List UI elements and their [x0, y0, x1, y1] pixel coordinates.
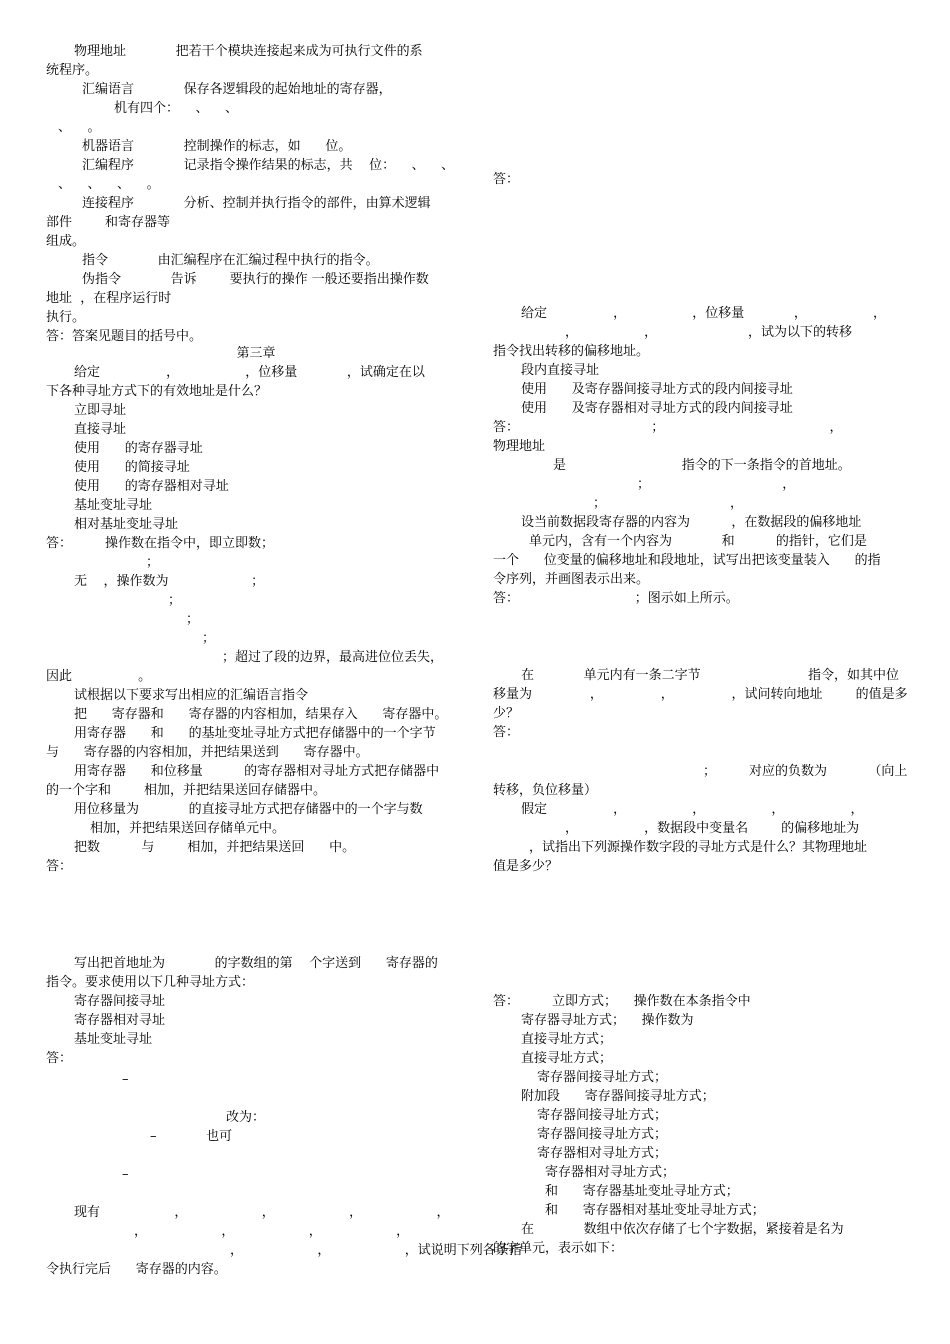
right-text-line: 指令找出转移的偏移地址。	[493, 344, 650, 359]
left-text-line: 部件 和寄存器等	[46, 215, 171, 230]
right-text-line: ； ，	[637, 477, 796, 492]
right-text-line: 寄存器相对寻址方式；	[545, 1165, 676, 1180]
right-text-line: 段内直接寻址	[521, 363, 600, 378]
left-text-line: 指令 由汇编程序在汇编过程中执行的指令。	[82, 253, 379, 268]
left-text-line: ， ， ， ，	[134, 1224, 410, 1239]
left-column	[46, 0, 522, 1344]
right-text-line: 在 单元内有一条二字节 指令，如其中位	[521, 668, 900, 683]
right-text-line: 转移，负位移量）	[493, 783, 598, 798]
left-text-line: 统程序。	[46, 63, 99, 78]
left-text-line: 寄存器相对寻址	[74, 1013, 166, 1028]
right-text-line: 答：	[493, 725, 520, 740]
left-text-line: 答：答案见题目的括号中。	[46, 329, 203, 344]
left-text-line: –	[122, 1072, 129, 1087]
right-text-line: 答： 立即方式； 操作数在本条指令中	[493, 994, 751, 1009]
left-text-line: 把数 与 相加，并把结果送回 中。	[74, 840, 356, 855]
left-text-line: 指令。要求使用以下几种寻址方式：	[46, 975, 255, 990]
right-text-line: 直接寻址方式；	[521, 1051, 613, 1066]
right-text-line: 答：	[493, 172, 520, 187]
left-text-line: 使用 的简接寻址	[74, 460, 190, 475]
left-text-line: 汇编程序 记录指令操作结果的标志，共 位： 、 、	[82, 158, 455, 173]
left-text-line: 汇编语言 保存各逻辑段的起始地址的寄存器，	[82, 82, 392, 97]
left-text-line: 使用 的寄存器寻址	[74, 441, 203, 456]
right-text-line: 假定 ， ， ， ，	[521, 802, 864, 817]
left-text-line: 无 ，操作数为 ；	[74, 574, 265, 589]
right-text-line: ； ，	[593, 496, 743, 511]
right-text-line: 和 寄存器相对基址变址寻址方式；	[545, 1203, 765, 1218]
right-text-line: 少？	[493, 706, 520, 721]
right-text-line: 值是多少？	[493, 859, 559, 874]
left-text-line: 因此 。	[46, 669, 152, 684]
left-text-line: ；超过了段的边界，最高进位位丢失，	[222, 650, 444, 665]
left-text-line: 、 。	[58, 120, 101, 135]
right-text-line: 的字单元，表示如下：	[493, 1241, 624, 1256]
left-text-line: 寄存器间接寻址	[74, 994, 166, 1009]
left-text-line: ， ， ，试说明下列各条指	[230, 1243, 522, 1258]
right-text-line: 一个 位变量的偏移地址和段地址，试写出把该变量装入 的指	[493, 553, 881, 568]
left-text-line: 用寄存器 和 的基址变址寻址方式把存储器中的一个字节	[74, 726, 436, 741]
left-text-line: 相加，并把结果送回存储单元中。	[90, 821, 286, 836]
left-text-line: 把 寄存器和 寄存器的内容相加，结果存入 寄存器中。	[74, 707, 448, 722]
left-text-line: – 也可	[150, 1129, 233, 1144]
left-text-line: 机有四个： 、 、	[114, 101, 239, 116]
left-text-line: 基址变址寻址	[74, 498, 153, 513]
left-text-line: 执行。	[46, 310, 86, 325]
left-text-line: –	[122, 1167, 129, 1182]
left-text-line: 物理地址 把若干个模块连接起来成为可执行文件的系	[74, 44, 423, 59]
left-text-line: 立即寻址	[74, 403, 127, 418]
left-text-line: 直接寻址	[74, 422, 127, 437]
left-text-line: 组成。	[46, 234, 86, 249]
right-text-line: 寄存器间接寻址方式；	[537, 1070, 668, 1085]
left-text-line: 第三章	[236, 346, 276, 361]
left-text-line: 答：	[46, 859, 73, 874]
left-text-line: ；	[146, 555, 160, 570]
left-text-line: 试根据以下要求写出相应的汇编语言指令	[74, 688, 309, 703]
left-text-line: 使用 的寄存器相对寻址	[74, 479, 229, 494]
right-text-line: ， ， ，试为以下的转移	[565, 325, 853, 340]
left-text-line: 给定 ， ，位移量 ，试确定在以	[74, 365, 425, 380]
right-text-line: 物理地址	[493, 439, 546, 454]
left-text-line: 答：	[46, 1051, 73, 1066]
right-text-line: 使用 及寄存器间接寻址方式的段内间接寻址	[521, 382, 793, 397]
left-text-line: 基址变址寻址	[74, 1032, 153, 1047]
left-text-line: 、 、 、 。	[58, 177, 160, 192]
right-text-line: ， ，数据段中变量名 的偏移地址为	[565, 821, 860, 836]
left-text-line: ；	[202, 631, 216, 646]
right-text-line: 寄存器间接寻址方式；	[537, 1108, 668, 1123]
right-text-line: 答： ；图示如上所示。	[493, 591, 739, 606]
left-text-line: 相对基址变址寻址	[74, 517, 179, 532]
right-text-line: 寄存器间接寻址方式；	[537, 1127, 668, 1142]
right-text-line: 单元内，含有一个内容为 和 的指针，它们是	[529, 534, 867, 549]
left-text-line: 写出把首地址为 的字数组的第 个字送到 寄存器的	[74, 956, 438, 971]
left-text-line: 答： 操作数在指令中，即立即数；	[46, 536, 275, 551]
left-text-line: ；	[186, 612, 200, 627]
right-text-line: 直接寻址方式；	[521, 1032, 613, 1047]
left-text-line: 令执行完后 寄存器的内容。	[46, 1262, 227, 1277]
right-text-line: 令序列，并画图表示出来。	[493, 572, 650, 587]
left-text-line: 地址 ，在程序运行时	[46, 291, 172, 306]
right-text-line: 和 寄存器基址变址寻址方式；	[545, 1184, 739, 1199]
left-text-line: 连接程序 分析、控制并执行指令的部件，由算术逻辑	[82, 196, 431, 211]
right-column	[493, 0, 913, 1344]
right-text-line: 答： ； ，	[493, 420, 843, 435]
left-text-line: 与 寄存器的内容相加，并把结果送到 寄存器中。	[46, 745, 369, 760]
left-text-line: 用寄存器 和位移量 的寄存器相对寻址方式把存储器中	[74, 764, 440, 779]
right-text-line: 移量为 ， ， ，试问转向地址 的值是多	[493, 687, 908, 702]
left-text-line: 的一个字和 相加，并把结果送回存储器中。	[46, 783, 327, 798]
left-text-line: 用位移量为 的直接寻址方式把存储器中的一个字与数	[74, 802, 423, 817]
right-text-line: 寄存器寻址方式； 操作数为	[521, 1013, 694, 1028]
right-text-line: 使用 及寄存器相对寻址方式的段内间接寻址	[521, 401, 793, 416]
right-text-line: 是 指令的下一条指令的首地址。	[553, 458, 851, 473]
right-text-line: 寄存器相对寻址方式；	[537, 1146, 668, 1161]
left-text-line: 下各种寻址方式下的有效地址是什么？	[46, 384, 268, 399]
left-text-line: ；	[168, 593, 182, 608]
left-text-line: 机器语言 控制操作的标志，如 位。	[82, 139, 352, 154]
left-text-line: 改为：	[226, 1110, 266, 1125]
right-text-line: ，试指出下列源操作数字段的寻址方式是什么？其物理地址	[529, 840, 868, 855]
right-text-line: 设当前数据段寄存器的内容为 ，在数据段的偏移地址	[521, 515, 862, 530]
right-text-line: ； 对应的负数为 （向上	[703, 764, 908, 779]
left-text-line: 现有 ， ， ， ，	[74, 1205, 450, 1220]
right-text-line: 附加段 寄存器间接寻址方式；	[521, 1089, 715, 1104]
right-text-line: 给定 ， ，位移量 ， ，	[521, 306, 886, 321]
left-text-line: 伪指令 告诉 要执行的操作 一般还要指出操作数	[82, 272, 429, 287]
right-text-line: 在 数组中依次存储了七个字数据，紧接着是名为	[521, 1222, 844, 1237]
